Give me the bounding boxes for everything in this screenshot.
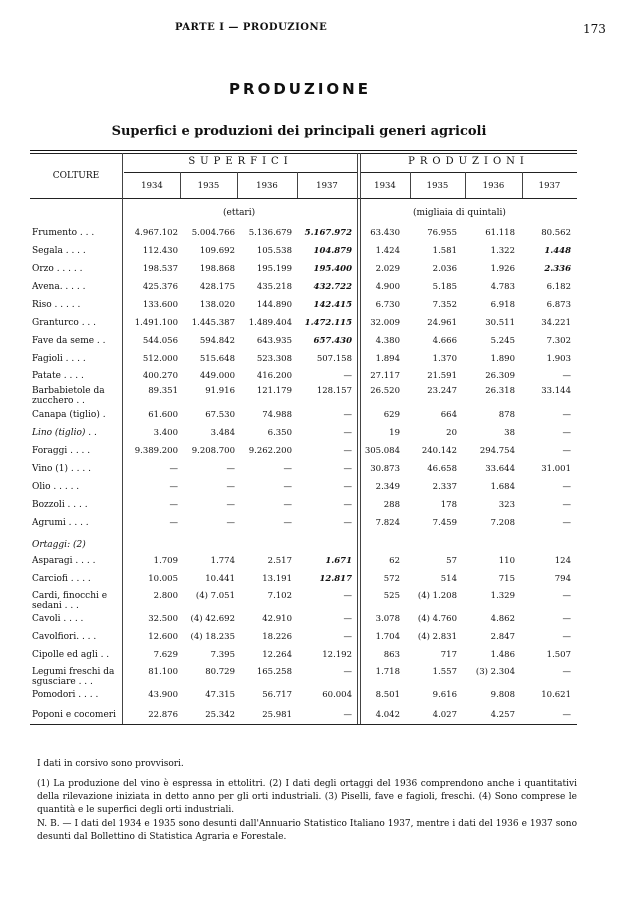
table-cell: 5.004.766	[191, 228, 235, 238]
table-cell: 8.501	[375, 690, 400, 700]
table-cell: 863	[383, 650, 400, 660]
table-cell: 1.704	[375, 632, 400, 642]
table-cell: —	[562, 632, 571, 642]
table-cell: 1.903	[546, 354, 571, 364]
table-cell: 9.208.700	[191, 446, 235, 456]
table-cell: 6.918	[490, 300, 515, 310]
table-cell: 142.415	[313, 300, 352, 310]
table-cell: 514	[440, 574, 457, 584]
table-cell: 4.783	[490, 282, 515, 292]
crop-name: Carciofi . . . .	[32, 574, 91, 584]
table-cell: —	[562, 518, 571, 528]
page-title: PRODUZIONE	[229, 80, 371, 98]
table-cell: 1.322	[490, 246, 515, 256]
table-cell: 643.935	[256, 336, 292, 346]
table-cell: —	[343, 614, 352, 624]
year-header: 1937	[316, 181, 338, 191]
table-cell: 10.621	[541, 690, 571, 700]
table-cell: —	[226, 518, 235, 528]
table-cell: 5.136.679	[248, 228, 292, 238]
table-cell: 1.926	[490, 264, 515, 274]
table-cell: 657.430	[313, 336, 352, 346]
table-cell: 31.001	[541, 464, 571, 474]
crop-name: Orzo . . . . .	[32, 264, 83, 274]
table-cell: 26.318	[485, 386, 515, 396]
table-cell: 9.389.200	[134, 446, 178, 456]
table-cell: 76.955	[427, 228, 457, 238]
crop-name: Fave da seme . .	[32, 336, 106, 346]
table-cell: 7.824	[375, 518, 400, 528]
table-cell: —	[562, 591, 571, 601]
table-row	[30, 228, 577, 246]
table-cell: 7.629	[153, 650, 178, 660]
table-cell: (4) 7.051	[195, 591, 235, 601]
table-cell: 4.862	[490, 614, 515, 624]
table-cell: 12.192	[322, 650, 352, 660]
year-header: 1934	[141, 181, 163, 191]
table-cell: 4.380	[375, 336, 400, 346]
table-cell: —	[343, 667, 352, 677]
crop-name: Cavoli . . . .	[32, 614, 84, 624]
table-cell: 1.472.115	[304, 318, 352, 328]
table-cell: —	[283, 518, 292, 528]
table-cell: 515.648	[199, 354, 235, 364]
table-cell: 80.729	[205, 667, 235, 677]
crop-name: Olio . . . . .	[32, 482, 80, 492]
table-cell: 4.257	[490, 710, 515, 720]
table-cell: —	[562, 482, 571, 492]
table-row	[30, 264, 577, 282]
table-cell: 2.337	[432, 482, 457, 492]
table-cell: 56.717	[262, 690, 292, 700]
crop-name: Frumento . . .	[32, 228, 95, 238]
table-cell: 594.842	[199, 336, 235, 346]
table-cell: 24.961	[427, 318, 457, 328]
table-cell: 1.894	[375, 354, 400, 364]
table-cell: 1.445.387	[191, 318, 235, 328]
table-cell: —	[343, 518, 352, 528]
table-cell: 512.000	[142, 354, 178, 364]
table-cell: 572	[383, 574, 400, 584]
crop-name: Agrumi . . . .	[32, 518, 89, 528]
table-cell: 3.484	[210, 428, 235, 438]
produzioni-rule	[360, 172, 577, 173]
table-row	[30, 410, 577, 428]
table-cell: 198.868	[199, 264, 235, 274]
table-cell: —	[343, 428, 352, 438]
table-row	[30, 574, 577, 592]
table-cell: 6.182	[546, 282, 571, 292]
table-cell: 110	[498, 556, 515, 566]
table-cell: 715	[498, 574, 515, 584]
table-cell: 3.400	[153, 428, 178, 438]
table-cell: 3.078	[375, 614, 400, 624]
table-cell: 10.005	[148, 574, 178, 584]
table-cell: —	[343, 410, 352, 420]
table-cell: 1.684	[490, 482, 515, 492]
table-cell: 1.507	[546, 650, 571, 660]
table-cell: 26.520	[370, 386, 400, 396]
table-cell: 629	[383, 410, 400, 420]
table-cell: 425.376	[142, 282, 178, 292]
table-cell: 80.562	[541, 228, 571, 238]
table-row	[30, 500, 577, 518]
table-cell: 12.817	[319, 574, 352, 584]
table-cell: —	[169, 500, 178, 510]
table-cell: 1.370	[432, 354, 457, 364]
crop-name: Pomodori . . . .	[32, 690, 99, 700]
table-cell: —	[562, 500, 571, 510]
table-cell: 38	[504, 428, 515, 438]
table-row	[30, 690, 577, 708]
table-cell: —	[283, 464, 292, 474]
note-provisional: I dati in corsivo sono provvisori.	[37, 759, 184, 769]
table-cell: 288	[383, 500, 400, 510]
year-header: 1937	[538, 181, 561, 191]
table-cell: 1.448	[544, 246, 571, 256]
table-cell: 7.352	[432, 300, 457, 310]
table-cell: 1.557	[432, 667, 457, 677]
table-cell: 20	[446, 428, 457, 438]
table-cell: 2.800	[153, 591, 178, 601]
table-cell: —	[226, 500, 235, 510]
table-cell: 1.581	[432, 246, 457, 256]
table-cell: 523.308	[256, 354, 292, 364]
table-cell: 12.264	[262, 650, 292, 660]
table-row	[30, 336, 577, 354]
table-cell: 10.441	[205, 574, 235, 584]
table-row	[30, 354, 577, 372]
table-cell: —	[226, 464, 235, 474]
superfici-header: SUPERFICI	[188, 156, 293, 167]
table-row	[30, 282, 577, 300]
year-header: 1935	[197, 181, 220, 191]
table-cell: 794	[554, 574, 571, 584]
table-cell: 34.221	[541, 318, 571, 328]
table-cell: 144.890	[256, 300, 292, 310]
year-header: 1934	[374, 181, 396, 191]
table-row	[30, 556, 577, 574]
table-cell: 22.876	[148, 710, 178, 720]
table-cell: 9.616	[432, 690, 457, 700]
table-cell: 717	[440, 650, 457, 660]
table-cell: 43.900	[148, 690, 178, 700]
crop-name: Riso . . . . .	[32, 300, 81, 310]
table-cell: 4.042	[375, 710, 400, 720]
section-title: PARTE I — PRODUZIONE	[175, 22, 328, 33]
table-cell: 46.658	[427, 464, 457, 474]
crop-name: Legumi freschi da sgusciare . . .	[32, 667, 115, 687]
table-cell: 4.666	[432, 336, 457, 346]
table-cell: 1.671	[325, 556, 352, 566]
table-cell: 1.718	[375, 667, 400, 677]
crop-name: Vino (1) . . . .	[32, 464, 91, 474]
crop-name: Foraggi . . . .	[32, 446, 91, 456]
year-header: 1936	[482, 181, 505, 191]
table-cell: 449.000	[199, 371, 235, 381]
table-cell: —	[343, 464, 352, 474]
table-row	[30, 428, 577, 446]
table-cell: —	[343, 446, 352, 456]
table-row	[30, 591, 577, 609]
crop-name: Bozzoli . . . .	[32, 500, 88, 510]
table-cell: (4) 1.208	[417, 591, 457, 601]
crop-name: Avena. . . . .	[32, 282, 86, 292]
table-row	[30, 667, 577, 685]
crop-name: Cipolle ed agli . .	[32, 650, 110, 660]
table-cell: 32.009	[370, 318, 400, 328]
table-cell: 18.226	[262, 632, 292, 642]
table-cell: 6.350	[267, 428, 292, 438]
table-row	[30, 246, 577, 264]
table-row	[30, 386, 577, 404]
table-cell: 63.430	[370, 228, 400, 238]
table-cell: 7.102	[267, 591, 292, 601]
crop-name: Lino (tiglio) . .	[32, 428, 97, 438]
table-cell: 240.142	[421, 446, 457, 456]
table-cell: 104.879	[313, 246, 352, 256]
table-cell: 133.600	[142, 300, 178, 310]
table-row	[30, 482, 577, 500]
table-cell: —	[343, 710, 352, 720]
table-cell: 2.029	[375, 264, 400, 274]
table-cell: —	[343, 500, 352, 510]
table-cell: 21.591	[427, 371, 457, 381]
table-cell: 878	[498, 410, 515, 420]
table-cell: 112.430	[142, 246, 178, 256]
table-subtitle: Superfici e produzioni dei principali generi agricoli	[111, 124, 487, 139]
table-cell: 2.517	[267, 556, 292, 566]
table-cell: 2.336	[544, 264, 571, 274]
table-cell: —	[562, 410, 571, 420]
table-row	[30, 300, 577, 318]
table-cell: 12.600	[148, 632, 178, 642]
table-cell: 30.511	[485, 318, 515, 328]
table-cell: 1.890	[490, 354, 515, 364]
table-cell: 2.847	[490, 632, 515, 642]
table-cell: 26.309	[485, 371, 515, 381]
table-cell: 294.754	[479, 446, 515, 456]
crop-name: Cavolfiori. . . .	[32, 632, 97, 642]
table-cell: 121.179	[256, 386, 292, 396]
table-cell: 19	[389, 428, 400, 438]
table-cell: 2.349	[375, 482, 400, 492]
table-cell: 4.967.102	[134, 228, 178, 238]
table-cell: —	[562, 667, 571, 677]
table-cell: —	[562, 428, 571, 438]
table-cell: 124	[554, 556, 571, 566]
table-cell: 435.218	[256, 282, 292, 292]
table-row	[30, 650, 577, 668]
table-cell: 32.500	[148, 614, 178, 624]
table-cell: 47.315	[205, 690, 235, 700]
table-cell: 57	[446, 556, 457, 566]
table-cell: —	[343, 371, 352, 381]
crop-name: Granturco . . .	[32, 318, 96, 328]
table-cell: (4) 42.692	[190, 614, 235, 624]
table-cell: 5.245	[490, 336, 515, 346]
table-cell: 428.175	[199, 282, 235, 292]
crop-name: Poponi e cocomeri	[32, 710, 116, 720]
table-cell: 61.600	[148, 410, 178, 420]
table-cell: 1.489.404	[248, 318, 292, 328]
unit-superfici: (ettari)	[223, 208, 256, 218]
table-cell: 178	[440, 500, 457, 510]
table-cell: 525	[383, 591, 400, 601]
table-cell: 33.144	[541, 386, 571, 396]
note-nb: N. B. — I dati del 1934 e 1935 sono desunti dall'Annuario Statistico Italiano 1937, mentre i dati del 1936 e 1937 sono desunti dal Bollettino di Statistica Agraria e Forestale.	[37, 819, 577, 842]
table-cell: 25.342	[205, 710, 235, 720]
table-cell: 5.185	[432, 282, 457, 292]
year-header: 1936	[256, 181, 278, 191]
table-cell: 323	[498, 500, 515, 510]
table-cell: 1.424	[375, 246, 400, 256]
table-row	[30, 446, 577, 464]
table-cell: 195.400	[313, 264, 352, 274]
table-cell: 7.395	[210, 650, 235, 660]
table-cell: 42.910	[262, 614, 292, 624]
crop-name: Segala . . . .	[32, 246, 86, 256]
table-cell: 60.004	[322, 690, 352, 700]
table-top-rule	[30, 150, 577, 151]
table-cell: 62	[389, 556, 400, 566]
crop-name: Canapa (tiglio) .	[32, 410, 106, 420]
table-cell: —	[283, 500, 292, 510]
table-cell: —	[562, 614, 571, 624]
table-top-rule-2	[30, 153, 577, 154]
table-cell: 7.302	[546, 336, 571, 346]
table-cell: 9.808	[490, 690, 515, 700]
table-cell: 89.351	[148, 386, 178, 396]
note-footnotes: (1) La produzione del vino è espressa in ettolitri. (2) I dati degli ortaggi del 1936 comprendono anche i quantitativi della rilevazione iniziata in detto anno per gli orti industriali. (3) Piselli, fave e fagioli, freschi. (4) Sono comprese le quantità e le superfici degli orti industriali.	[37, 779, 577, 815]
table-cell: 13.191	[262, 574, 292, 584]
table-cell: —	[562, 710, 571, 720]
table-cell: —	[343, 632, 352, 642]
crop-name: Ortaggi: (2)	[32, 540, 86, 550]
colture-header: COLTURE	[52, 171, 100, 181]
table-cell: 7.459	[432, 518, 457, 528]
table-cell: 1.486	[490, 650, 515, 660]
table-cell: 138.020	[199, 300, 235, 310]
crop-name: Patate . . . .	[32, 371, 84, 381]
crop-name: Barbabietole da zucchero . .	[32, 386, 105, 406]
table-cell: 432.722	[313, 282, 352, 292]
table-cell: —	[562, 446, 571, 456]
table-cell: 400.270	[142, 371, 178, 381]
crop-name: Fagioli . . . .	[32, 354, 86, 364]
table-cell: 198.537	[142, 264, 178, 274]
table-cell: 195.199	[256, 264, 292, 274]
table-cell: (3) 2.304	[475, 667, 515, 677]
table-cell: 74.988	[262, 410, 292, 420]
table-cell: 1.709	[153, 556, 178, 566]
table-row	[30, 614, 577, 632]
superfici-rule	[124, 172, 357, 173]
table-cell: 81.100	[148, 667, 178, 677]
table-cell: 25.981	[262, 710, 292, 720]
table-cell: 6.873	[546, 300, 571, 310]
table-row	[30, 632, 577, 650]
table-cell: 105.538	[256, 246, 292, 256]
table-cell: (4) 4.760	[417, 614, 457, 624]
table-cell: —	[562, 371, 571, 381]
table-cell: 165.258	[256, 667, 292, 677]
table-cell: 27.117	[370, 371, 400, 381]
table-cell: 305.084	[364, 446, 400, 456]
table-cell: 5.167.972	[304, 228, 352, 238]
table-cell: 61.118	[485, 228, 515, 238]
table-cell: 7.208	[490, 518, 515, 528]
table-cell: (4) 18.235	[190, 632, 235, 642]
table-cell: 23.247	[427, 386, 457, 396]
table-cell: 1.491.100	[134, 318, 178, 328]
table-cell: (4) 2.831	[417, 632, 457, 642]
table-cell: 30.873	[370, 464, 400, 474]
table-cell: —	[169, 518, 178, 528]
table-cell: 33.644	[485, 464, 515, 474]
page-number: 173	[583, 22, 606, 36]
table-cell: 91.916	[205, 386, 235, 396]
table-cell: 4.900	[375, 282, 400, 292]
table-cell: —	[169, 482, 178, 492]
table-cell: 2.036	[432, 264, 457, 274]
header-bottom-rule	[30, 198, 577, 199]
table-cell: 507.158	[316, 354, 352, 364]
table-cell: 664	[440, 410, 457, 420]
table-cell: 4.027	[432, 710, 457, 720]
table-cell: 109.692	[199, 246, 235, 256]
table-cell: 544.056	[142, 336, 178, 346]
table-cell: —	[283, 482, 292, 492]
table-row	[30, 464, 577, 482]
table-cell: 128.157	[316, 386, 352, 396]
crop-name: Cardi, finocchi e sedani . . .	[32, 591, 108, 611]
year-header: 1935	[426, 181, 449, 191]
table-cell: 416.200	[256, 371, 292, 381]
table-row	[30, 318, 577, 336]
table-cell: —	[226, 482, 235, 492]
table-cell: —	[343, 591, 352, 601]
table-cell: 67.530	[205, 410, 235, 420]
table-cell: 9.262.200	[248, 446, 292, 456]
table-row	[30, 518, 577, 536]
table-cell: —	[343, 482, 352, 492]
unit-produzioni: (migliaia di quintali)	[413, 208, 506, 218]
crop-name: Asparagi . . . .	[32, 556, 96, 566]
table-cell: 6.730	[375, 300, 400, 310]
table-cell: 1.329	[490, 591, 515, 601]
table-cell: 1.774	[210, 556, 235, 566]
produzioni-header: PRODUZIONI	[408, 156, 529, 167]
table-row	[30, 710, 577, 728]
table-cell: —	[169, 464, 178, 474]
